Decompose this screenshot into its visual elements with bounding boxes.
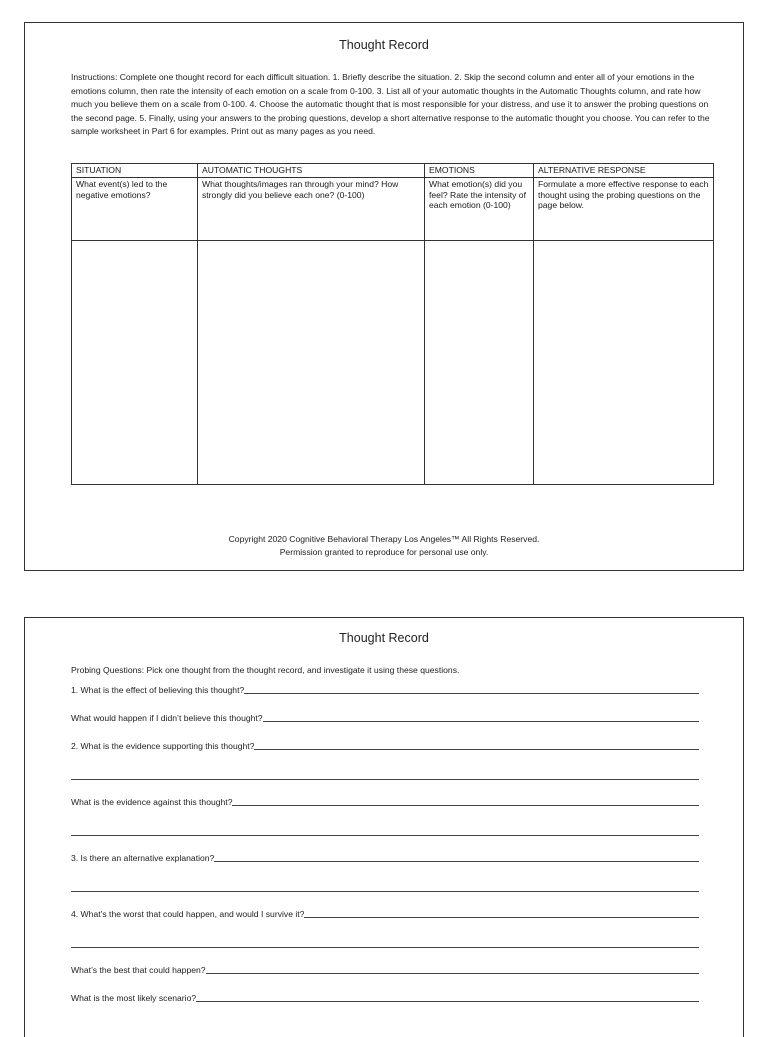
question-label: What would happen if I didn’t believe this thought? bbox=[71, 713, 263, 723]
answer-line[interactable] bbox=[254, 749, 699, 750]
answer-line[interactable] bbox=[214, 861, 699, 862]
question-label: What’s the best that could happen? bbox=[71, 965, 206, 975]
header-automatic-thoughts: AUTOMATIC THOUGHTS bbox=[198, 164, 425, 178]
page-title: Thought Record bbox=[339, 631, 429, 645]
question-evidence-supporting bbox=[71, 741, 699, 752]
header-emotions: EMOTIONS bbox=[425, 164, 534, 178]
situation-description: What event(s) led to the negative emotions? bbox=[72, 178, 198, 241]
answer-line[interactable] bbox=[71, 891, 699, 892]
question-worst-case bbox=[71, 909, 699, 920]
question-label: What is the most likely scenario? bbox=[71, 993, 197, 1003]
answer-line[interactable] bbox=[206, 973, 699, 974]
question-most-likely bbox=[71, 993, 699, 1004]
copyright-notice bbox=[25, 533, 743, 559]
question-label: 1. What is the effect of believing this thought? bbox=[71, 685, 245, 695]
worksheet-page-1 bbox=[24, 22, 744, 571]
header-situation: SITUATION bbox=[72, 164, 198, 178]
automatic-thoughts-entry-cell[interactable] bbox=[198, 241, 425, 485]
question-label: 2. What is the evidence supporting this thought? bbox=[71, 741, 255, 751]
worksheet-page-2 bbox=[24, 617, 744, 1037]
question-label: 3. Is there an alternative explanation? bbox=[71, 853, 215, 863]
question-label: 4. What’s the worst that could happen, and would I survive it? bbox=[71, 909, 305, 919]
question-evidence-against bbox=[71, 797, 699, 808]
answer-line[interactable] bbox=[196, 1001, 699, 1002]
instructions-text: Instructions: Complete one thought record for each difficult situation. 1. Briefly describe the situation. 2. Skip the second column and enter all of your emotions in the emotions column, then rate the intensity of each emotion on a scale from 0-100. 3. List all of your automatic thoughts in the Automatic Thoughts column, and rate how much you believe them on a scale from 0-100. 4. Choose the automatic thought that is most responsible for your distress, and use it to answer the probing questions on the second page. 5. Finally, using your answers to the probing questions, develop a short alternative response to the automatic thought you choose. You can refer to the sample worksheet in Part 6 for examples. Print out as many pages as you need. bbox=[71, 72, 710, 137]
question-label: What is the evidence against this thought? bbox=[71, 797, 233, 807]
question-best-case bbox=[71, 965, 699, 976]
emotions-description: What emotion(s) did you feel? Rate the intensity of each emotion (0-100) bbox=[425, 178, 534, 241]
answer-line[interactable] bbox=[71, 835, 699, 836]
answer-line[interactable] bbox=[263, 721, 699, 722]
thought-record-table bbox=[71, 163, 714, 485]
answer-line[interactable] bbox=[71, 779, 699, 780]
question-if-not-believed bbox=[71, 713, 699, 724]
copyright-line: Copyright 2020 Cognitive Behavioral Therapy Los Angeles™ All Rights Reserved. bbox=[228, 534, 540, 544]
permission-line: Permission granted to reproduce for personal use only. bbox=[279, 547, 489, 557]
answer-line[interactable] bbox=[244, 693, 699, 694]
emotions-entry-cell[interactable] bbox=[425, 241, 534, 485]
automatic-thoughts-description: What thoughts/images ran through your mind? How strongly did you believe each one? (0-100) bbox=[198, 178, 425, 241]
question-effect-of-believing bbox=[71, 685, 699, 696]
alternative-response-description: Formulate a more effective response to each thought using the probing questions on the page below. bbox=[534, 178, 714, 241]
answer-line[interactable] bbox=[71, 947, 699, 948]
answer-line[interactable] bbox=[304, 917, 699, 918]
situation-entry-cell[interactable] bbox=[72, 241, 198, 485]
question-alternative-explanation bbox=[71, 853, 699, 864]
answer-line[interactable] bbox=[232, 805, 699, 806]
header-alternative-response: ALTERNATIVE RESPONSE bbox=[534, 164, 714, 178]
probing-intro: Probing Questions: Pick one thought from the thought record, and investigate it using these questions. bbox=[71, 665, 460, 675]
alternative-response-entry-cell[interactable] bbox=[534, 241, 714, 485]
page-title: Thought Record bbox=[339, 38, 429, 52]
